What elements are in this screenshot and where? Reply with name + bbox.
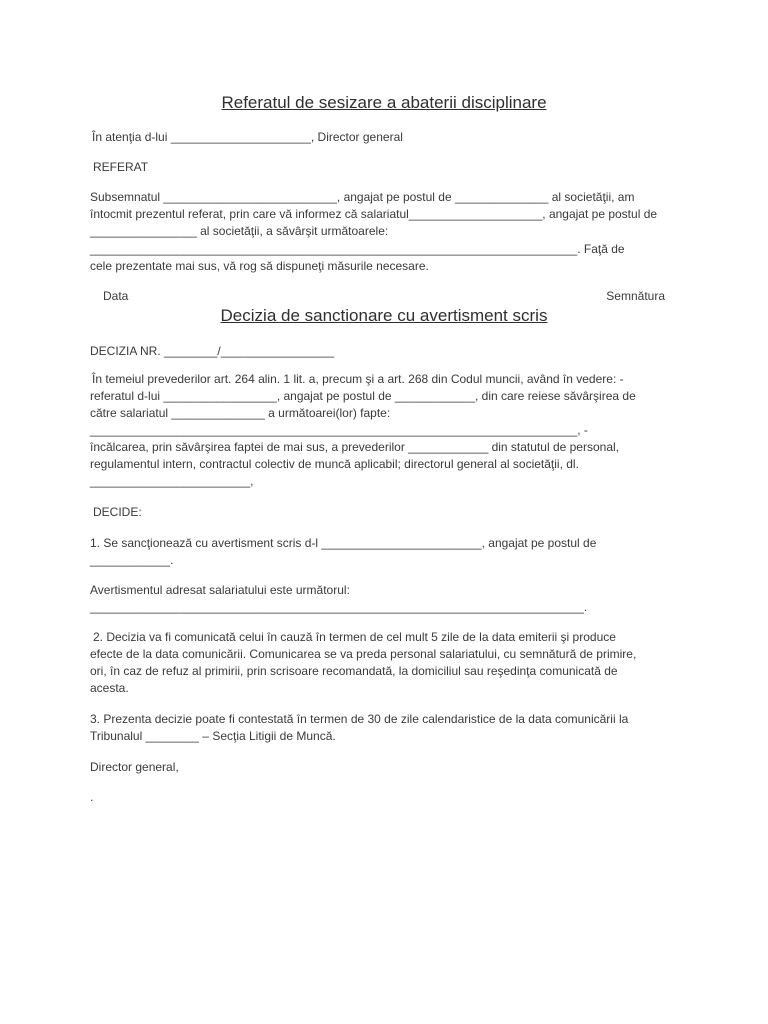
referat-body-line: Subsemnatul __________________________, angajat pe postul de ______________ al societăţii, am bbox=[90, 190, 635, 204]
preamble-line: încălcarea, prin săvârşirea faptei de mai sus, a prevederilor ____________ din statutul de personal, bbox=[90, 440, 619, 454]
referat-body-line: ________________ al societăţii, a săvârşit următoarele: bbox=[90, 224, 389, 238]
point2-line: efecte de la data comunicării. Comunicarea se va preda personal salariatului, cu semnătură de primire, bbox=[90, 647, 637, 661]
point3-line: Tribunalul ________ – Secţia Litigii de Muncă. bbox=[90, 729, 336, 743]
date-label: Data bbox=[103, 289, 129, 303]
preamble-line: referatul d-lui _________________, angajat pe postul de ____________, din care reiese săvârşirea de bbox=[90, 389, 636, 403]
warning-line: Avertismentul adresat salariatului este următorul: bbox=[90, 583, 350, 597]
point2-line: 2. Decizia va fi comunicată celui în cauză în termen de cel mult 5 zile de la data emiterii şi produce bbox=[93, 630, 616, 644]
signatory-label: Director general, bbox=[90, 760, 179, 774]
decision-number-line: DECIZIA NR. ________/_________________ bbox=[90, 344, 335, 358]
point2-line: acesta. bbox=[90, 681, 129, 695]
referat-body-line: cele prezentate mai sus, vă rog să dispuneţi măsurile necesare. bbox=[90, 259, 429, 273]
point2-line: ori, în caz de refuz al primirii, prin scrisoare recomandată, la domiciliul sau reşedinţa comunicată de bbox=[90, 664, 618, 678]
point1-line: 1. Se sancţionează cu avertisment scris d-l ________________________, angajat pe postul de bbox=[90, 536, 597, 550]
attention-line: În atenţia d-lui _____________________, Director general bbox=[92, 130, 403, 144]
referat-title: Referatul de sesizare a abaterii disciplinare bbox=[221, 93, 547, 112]
preamble-line: către salariatul ______________ a următoarei(lor) fapte: bbox=[90, 406, 391, 420]
preamble-line: _________________________________________________________________________, - bbox=[90, 423, 588, 437]
preamble-line: În temeiul prevederilor art. 264 alin. 1 lit. a, precum şi a art. 268 din Codul muncii, având în vedere: - bbox=[92, 372, 624, 386]
referat-body-line: întocmit prezentul referat, prin care vă informez că salariatul____________________, angajat pe postul de bbox=[90, 207, 658, 221]
referat-heading: REFERAT bbox=[93, 160, 149, 174]
signature-label: Semnătura bbox=[606, 289, 665, 303]
decizie-title: Decizia de sanctionare cu avertisment scris bbox=[220, 306, 548, 325]
point3-line: 3. Prezenta decizie poate fi contestată în termen de 30 de zile calendaristice de la data comunicării la bbox=[90, 712, 629, 726]
warning-line: __________________________________________________________________________. bbox=[90, 600, 588, 614]
preamble-line: ________________________, bbox=[90, 474, 254, 488]
point1-line: ____________. bbox=[90, 553, 174, 567]
trailing-dot: . bbox=[90, 790, 94, 804]
referat-body-line: _________________________________________________________________________. Faţă de bbox=[90, 242, 625, 256]
decide-label: DECIDE: bbox=[93, 505, 142, 519]
preamble-line: regulamentul intern, contractul colectiv de muncă aplicabil; directorul general al societăţii, dl. bbox=[90, 457, 579, 471]
